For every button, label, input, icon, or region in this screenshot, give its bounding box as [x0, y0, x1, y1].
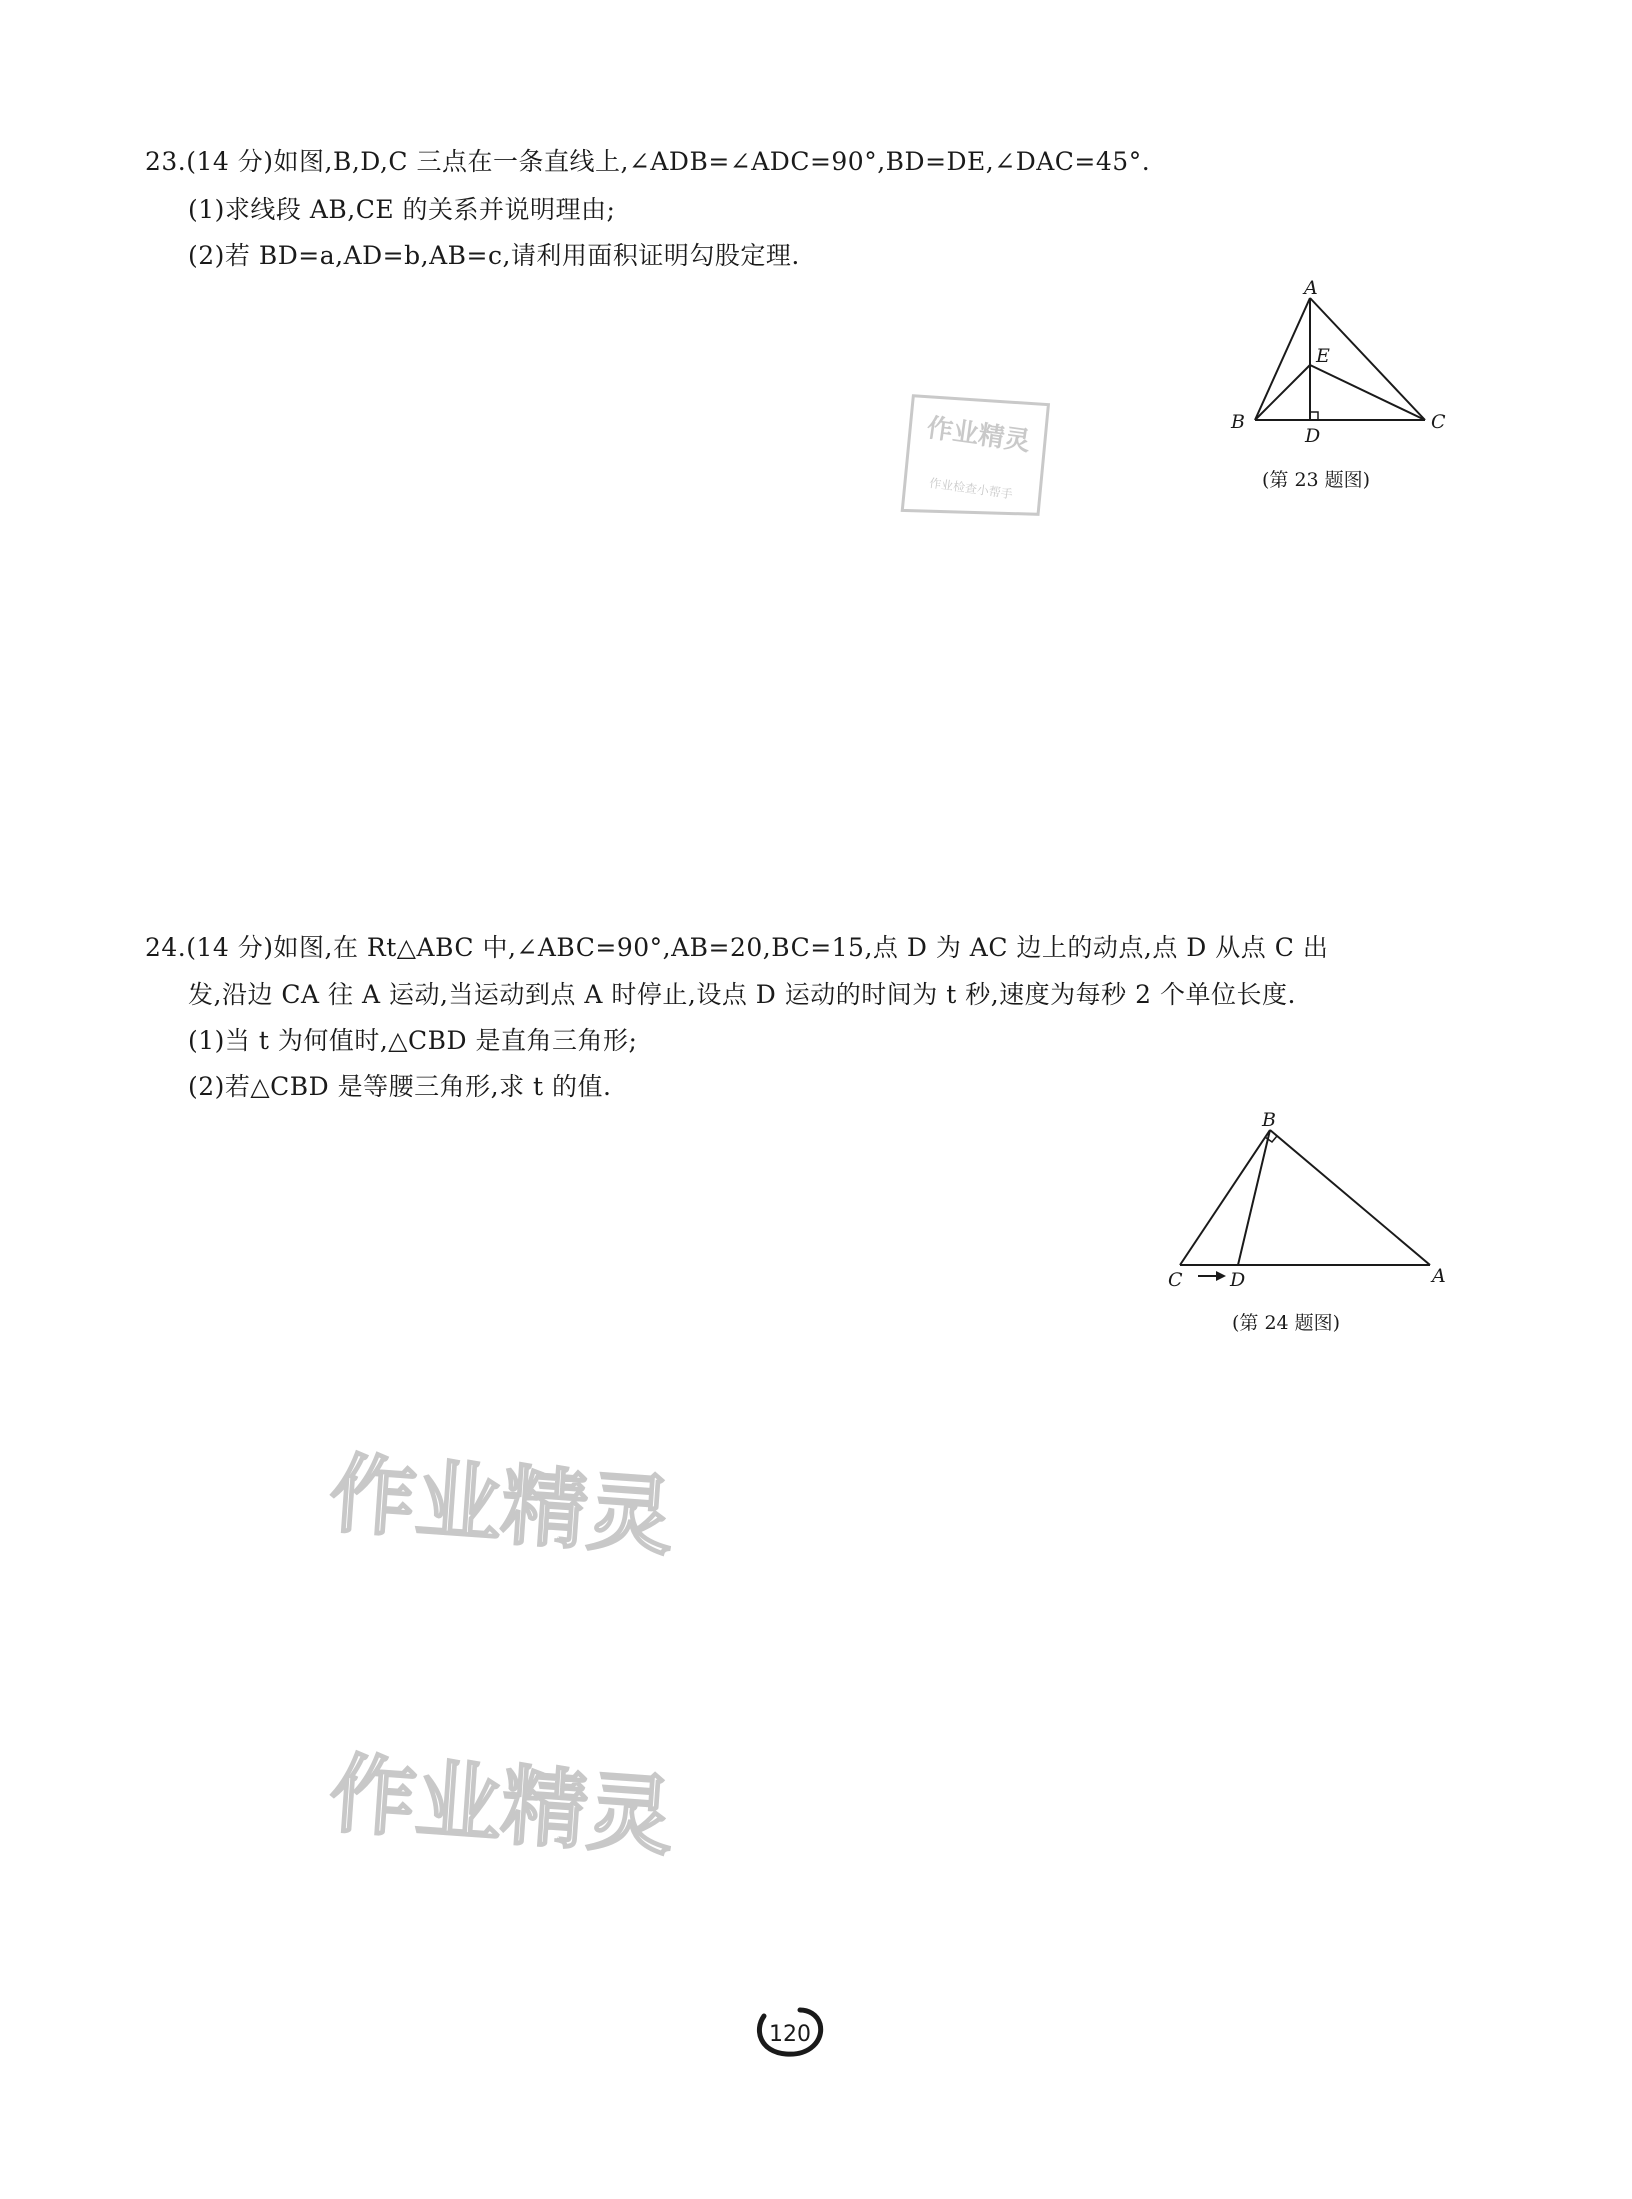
label-c: C	[1168, 1269, 1183, 1291]
label-b: B	[1262, 1110, 1276, 1131]
stamp-watermark	[890, 385, 1060, 535]
q23-part1: (1)求线段 AB,CE 的关系并说明理由;	[188, 195, 616, 224]
q23-stem: 23.(14 分)如图,B,D,C 三点在一条直线上,∠ADB=∠ADC=90°,BD=DE,∠DAC=45°.	[145, 147, 1151, 176]
label-d: D	[1230, 1269, 1246, 1291]
watermark-1	[320, 1430, 680, 1570]
segment-bd	[1238, 1130, 1270, 1265]
arrow-icon	[1198, 1271, 1226, 1281]
q24-part2: (2)若△CBD 是等腰三角形,求 t 的值.	[188, 1072, 612, 1101]
stamp-subtext: 作业检查小帮手	[928, 475, 1014, 502]
watermark-2	[320, 1730, 680, 1870]
q23-caption: (第 23 题图)	[1262, 469, 1371, 491]
label-e: E	[1316, 345, 1330, 367]
q23-part2: (2)若 BD=a,AD=b,AB=c,请利用面积证明勾股定理.	[188, 241, 800, 270]
q24-stem-line2: 发,沿边 CA 往 A 运动,当运动到点 A 时停止,设点 D 运动的时间为 t 秒,速度为每秒 2 个单位长度.	[188, 980, 1296, 1009]
page-number-badge	[750, 2000, 830, 2060]
segment-cb	[1180, 1130, 1270, 1265]
label-a: A	[1432, 1265, 1446, 1287]
q24-stem-line1: 24.(14 分)如图,在 Rt△ABC 中,∠ABC=90°,AB=20,BC=15,点 D 为 AC 边上的动点,点 D 从点 C 出	[145, 933, 1329, 962]
q23-figure	[1225, 280, 1465, 450]
segment-ec	[1310, 365, 1425, 420]
stamp-text: 作业精灵	[924, 413, 1033, 458]
label-b: B	[1231, 411, 1245, 433]
label-a: A	[1304, 280, 1318, 299]
q24-figure	[1160, 1110, 1450, 1295]
q24-part1: (1)当 t 为何值时,△CBD 是直角三角形;	[188, 1026, 638, 1055]
segment-ab	[1255, 298, 1310, 420]
label-c: C	[1431, 411, 1446, 433]
segment-ba	[1270, 1130, 1430, 1265]
svg-text:作业精灵: 作业精灵	[326, 1744, 677, 1869]
page-number: 120	[769, 2022, 811, 2047]
right-angle-mark	[1310, 412, 1318, 420]
q24-caption: (第 24 题图)	[1232, 1312, 1341, 1334]
segment-be	[1255, 365, 1310, 420]
label-d: D	[1305, 425, 1321, 447]
svg-text:作业精灵: 作业精灵	[326, 1444, 677, 1569]
